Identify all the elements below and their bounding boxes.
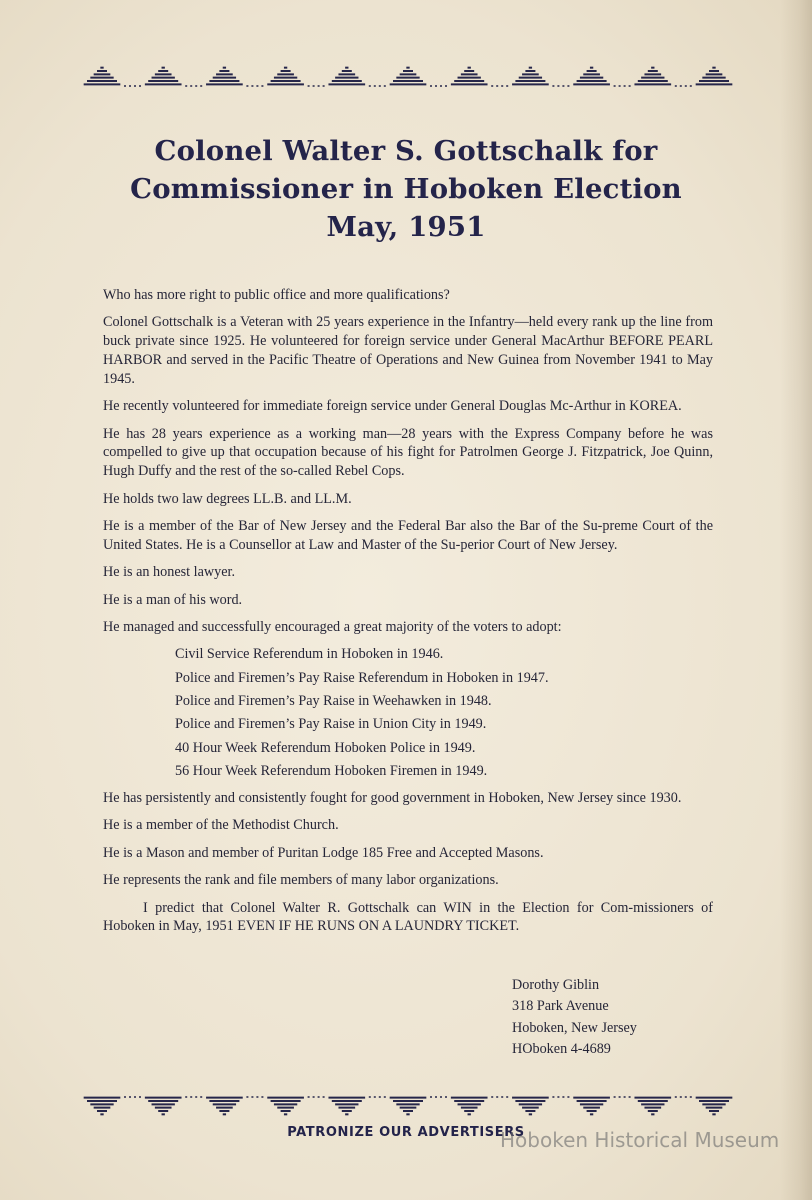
paragraph: He is a Mason and member of Puritan Lodge 185 Free and Accepted Masons. xyxy=(103,844,544,861)
document-title xyxy=(80,132,732,246)
paragraph: He represents the rank and file members of many labor organizations. xyxy=(103,872,499,889)
ornament-triangle xyxy=(267,68,325,86)
list-item: Police and Firemen’s Pay Raise in Union City in 1949. xyxy=(175,716,487,733)
ornament-triangle xyxy=(145,1097,203,1114)
ornament-triangle xyxy=(206,1097,264,1114)
title-line: Commissioner in Hoboken Election xyxy=(130,173,682,205)
paragraph: Who has more right to public office and more qualifications? xyxy=(103,287,450,303)
list-item: Police and Firemen’s Pay Raise in Weehawken in 1948. xyxy=(175,693,492,710)
ornament-triangle xyxy=(573,1097,631,1114)
signature-phone: HOboken 4-4689 xyxy=(512,1040,611,1057)
paragraph: He holds two law degrees LL.B. and LL.M. xyxy=(103,490,352,507)
ornament-triangle xyxy=(512,68,570,86)
list-item: Police and Firemen’s Pay Raise Referendum in Hoboken in 1947. xyxy=(175,669,549,686)
ornament-triangle xyxy=(696,1098,733,1115)
paragraph: He is an honest lawyer. xyxy=(103,564,235,581)
signature-city: Hoboken, New Jersey xyxy=(512,1019,637,1036)
museum-watermark: Hoboken Historical Museum xyxy=(500,1128,780,1152)
ornament-triangle xyxy=(451,68,509,86)
bottom-ornament-svg xyxy=(82,1094,734,1120)
paragraph: He is a member of the Bar of New Jersey and the Federal Bar also the Bar of the Su-preme Court of the United States. He is a Counsellor at Law and Master of the Su-perior Court of New Jersey. xyxy=(103,517,713,553)
ornament-triangle xyxy=(84,68,142,86)
ornament-triangle xyxy=(328,1097,386,1114)
list-item: Civil Service Referendum in Hoboken in 1946. xyxy=(175,646,444,663)
list-item: 56 Hour Week Referendum Hoboken Firemen in 1949. xyxy=(175,763,488,780)
paragraph: He is a man of his word. xyxy=(103,591,243,608)
title-line: May, 1951 xyxy=(326,211,486,243)
ornament-triangle xyxy=(328,68,386,86)
ornament-triangle xyxy=(573,68,631,86)
ornament-triangle xyxy=(634,68,692,86)
paragraph: He has 28 years experience as a working man—28 years with the Express Company before he was compelled to give up that occupation because of his fight for Patrolmen George J. Fitzpatrick, Joe Quinn, Hugh Duffy and the rest of the so-called Rebel Cops. xyxy=(103,425,713,480)
ornament-triangle xyxy=(145,68,203,86)
inverted-triangle-border-icon xyxy=(82,1094,734,1120)
footer-slogan: PATRONIZE OUR ADVERTISERS xyxy=(287,1125,525,1140)
triangle-border-icon xyxy=(82,64,734,90)
prediction-paragraph: I predict that Colonel Walter R. Gottschalk can WIN in the Election for Com-missioners of Hoboken in May, 1951 EVEN IF HE RUNS ON A LAUNDRY TICKET. xyxy=(103,899,713,935)
paragraph: He is a member of the Methodist Church. xyxy=(103,817,339,834)
ornament-triangle xyxy=(390,68,448,86)
ornament-triangle xyxy=(267,1097,325,1114)
ornament-triangle xyxy=(512,1097,570,1114)
paragraph: Colonel Gottschalk is a Veteran with 25 years experience in the Infantry—held every rank up the line from buck private since 1925. He volunteered for foreign service under General MacArthur BEFORE PEARL HARBOR and served in the Pacific Theatre of Operations and New Guinea from November 1941 to May 1945. xyxy=(103,314,713,387)
signature-name: Dorothy Giblin xyxy=(512,977,600,993)
paragraph: He has persistently and consistently fought for good government in Hoboken, New Jersey since 1930. xyxy=(103,790,682,807)
ornament-triangle xyxy=(206,68,264,86)
ornament-triangle xyxy=(84,1097,142,1114)
paragraph: He managed and successfully encouraged a great majority of the voters to adopt: xyxy=(103,618,562,635)
ornament-triangle xyxy=(696,68,733,85)
ornament-triangle xyxy=(451,1097,509,1114)
title-line: Colonel Walter S. Gottschalk for xyxy=(154,135,658,167)
ornament-triangle xyxy=(634,1097,692,1114)
page-spine-shadow xyxy=(780,0,812,1200)
referendum-list xyxy=(103,645,713,781)
ornament-triangle xyxy=(390,1097,448,1114)
document-body xyxy=(103,286,713,945)
list-item: 40 Hour Week Referendum Hoboken Police in 1949. xyxy=(175,739,476,756)
signature-block xyxy=(512,975,637,1060)
top-ornament-svg xyxy=(82,64,734,90)
paragraph: He recently volunteered for immediate foreign service under General Douglas Mc-Arthur in KOREA. xyxy=(103,398,682,415)
signature-address: 318 Park Avenue xyxy=(512,998,609,1015)
